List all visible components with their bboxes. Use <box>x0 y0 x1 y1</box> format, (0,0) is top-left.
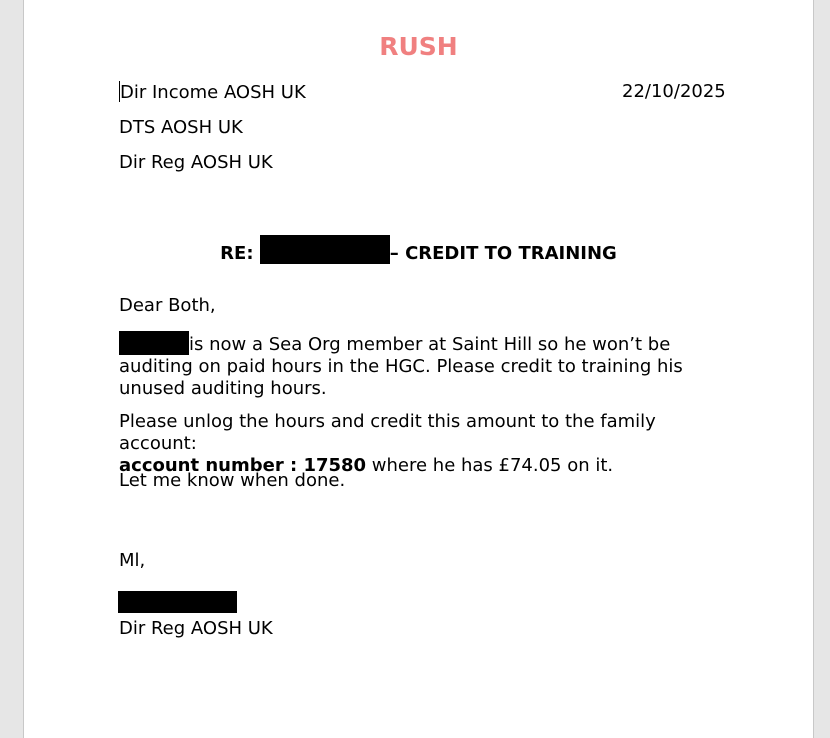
redaction-block <box>260 235 390 264</box>
paragraph-1-text: is now a Sea Org member at Saint Hill so he won’t be auditing on paid hours in the HGC. Please credit to training his unused auditing hours. <box>119 334 683 399</box>
recipient-2: DTS AOSH UK <box>119 117 243 138</box>
redaction-block <box>119 331 189 355</box>
account-number: account number : 17580 <box>119 455 367 476</box>
sender-title: Dir Reg AOSH UK <box>119 618 273 639</box>
subject-suffix: – CREDIT TO TRAINING <box>389 243 617 264</box>
signoff: Ml, <box>119 550 146 571</box>
recipient-3: Dir Reg AOSH UK <box>119 152 273 173</box>
recipient-1: Dir Income AOSH UK <box>120 82 306 103</box>
priority-heading: RUSH <box>379 32 458 61</box>
recipient-line-1 <box>119 81 306 104</box>
subject-line <box>24 235 813 266</box>
letter-date: 22/10/2025 <box>622 81 726 102</box>
paragraph-2-tail: where he has £74.05 on it. <box>366 455 614 476</box>
paragraph-2 <box>119 411 719 477</box>
paragraph-2-intro: Please unlog the hours and credit this amount to the family account: <box>119 411 656 454</box>
redaction-block <box>118 591 237 613</box>
document-page <box>23 0 814 738</box>
paragraph-1 <box>119 331 719 400</box>
paragraph-3: Let me know when done. <box>119 470 346 491</box>
salutation: Dear Both, <box>119 295 216 316</box>
subject-prefix: RE: <box>220 243 254 264</box>
